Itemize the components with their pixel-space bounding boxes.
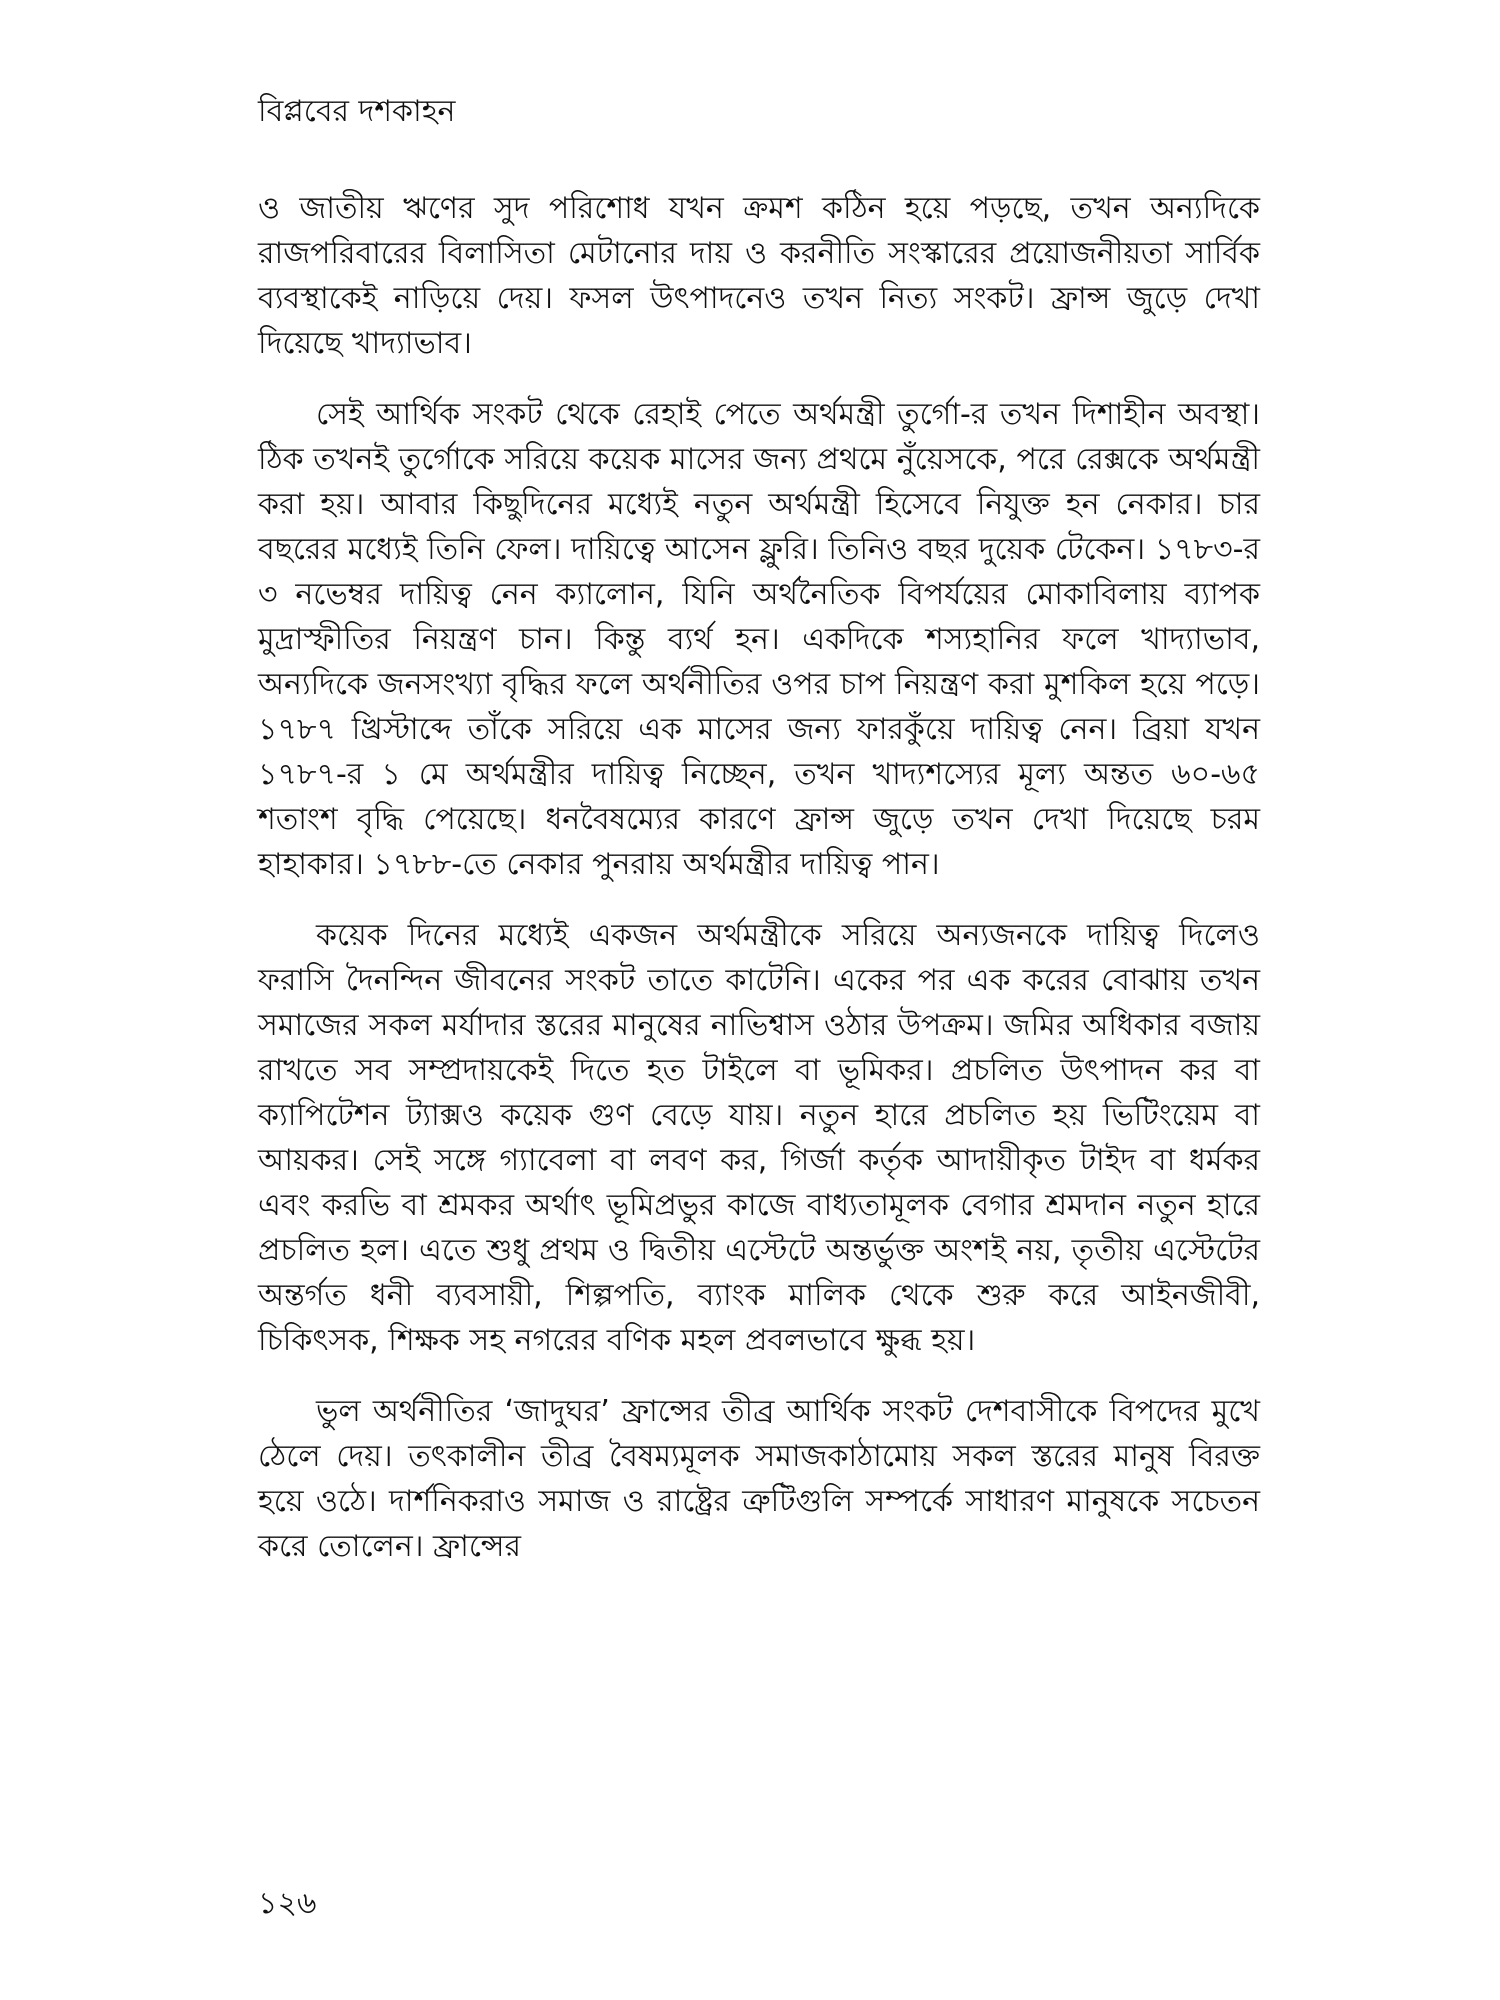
paragraph: ও জাতীয় ঋণের সুদ পরিশোধ যখন ক্রমশ কঠিন হয়ে পড়ছে, তখন অন্যদিকে রাজপরিবারের বিলাসিতা মেটানোর দায় ও করনীতি সংস্কারের প্রয়োজনীয়তা সার্বিক ব্যবস্থাকেই নাড়িয়ে দেয়। ফসল উৎপাদনেও তখন নিত্য সংকট। ফ্রান্স জুড়ে দেখা দিয়েছে খাদ্যাভাব।: [258, 191, 1260, 361]
paragraph: কয়েক দিনের মধ্যেই একজন অর্থমন্ত্রীকে সরিয়ে অন্যজনকে দায়িত্ব দিলেও ফরাসি দৈনন্দিন জীবনের সংকট তাতে কাটেনি। একের পর এক করের বোঝায় তখন সমাজের সকল মর্যাদার স্তরের মানুষের নাভিশ্বাস ওঠার উপক্রম। জমির অধিকার বজায় রাখতে সব সম্প্রদায়কেই দিতে হত টাইলে বা ভূমিকর। প্রচলিত উৎপাদন কর বা ক্যাপিটেশন ট্যাক্সও কয়েক গুণ বেড়ে যায়। নতুন হারে প্রচলিত হয় ভিটিংয়েম বা আয়কর। সেই সঙ্গে গ্যাবেলা বা লবণ কর, গির্জা কর্তৃক আদায়ীকৃত টাইদ বা ধর্মকর এবং করভি বা শ্রমকর অর্থাৎ ভূমিপ্রভুর কাজে বাধ্যতামূলক বেগার শ্রমদান নতুন হারে প্রচলিত হল। এতে শুধু প্রথম ও দ্বিতীয় এস্টেটে অন্তর্ভুক্ত অংশই নয়, তৃতীয় এস্টেটের অন্তর্গত ধনী ব্যবসায়ী, শিল্পপতি, ব্যাংক মালিক থেকে শুরু করে আইনজীবী, চিকিৎসক, শিক্ষক সহ নগরের বণিক মহল প্রবলভাবে ক্ষুব্ধ হয়।: [258, 918, 1260, 1358]
body-text: [258, 186, 1260, 1595]
paragraph: সেই আর্থিক সংকট থেকে রেহাই পেতে অর্থমন্ত্রী তুর্গো-র তখন দিশাহীন অবস্থা। ঠিক তখনই তুর্গোকে সরিয়ে কয়েক মাসের জন্য প্রথমে নুঁয়েসকে, পরে রেক্সকে অর্থমন্ত্রী করা হয়। আবার কিছুদিনের মধ্যেই নতুন অর্থমন্ত্রী হিসেবে নিযুক্ত হন নেকার। চার বছরের মধ্যেই তিনি ফেল। দায়িত্বে আসেন ফ্লুরি। তিনিও বছর দুয়েক টেকেন। ১৭৮৩-র ৩ নভেম্বর দায়িত্ব নেন ক্যালোন, যিনি অর্থনৈতিক বিপর্যয়ের মোকাবিলায় ব্যাপক মুদ্রাস্ফীতির নিয়ন্ত্রণ চান। কিন্তু ব্যর্থ হন। একদিকে শস্যহানির ফলে খাদ্যাভাব, অন্যদিকে জনসংখ্যা বৃদ্ধির ফলে অর্থনীতির ওপর চাপ নিয়ন্ত্রণ করা মুশকিল হয়ে পড়ে। ১৭৮৭ খ্রিস্টাব্দে তাঁকে সরিয়ে এক মাসের জন্য ফারকুঁয়ে দায়িত্ব নেন। ব্রিয়া যখন ১৭৮৭-র ১ মে অর্থমন্ত্রীর দায়িত্ব নিচ্ছেন, তখন খাদ্যশস্যের মূল্য অন্তত ৬০-৬৫ শতাংশ বৃদ্ধি পেয়েছে। ধনবৈষম্যের কারণে ফ্রান্স জুড়ে তখন দেখা দিয়েছে চরম হাহাকার। ১৭৮৮-তে নেকার পুনরায় অর্থমন্ত্রীর দায়িত্ব পান।: [258, 397, 1260, 882]
paragraph: ভুল অর্থনীতির ‘জাদুঘর’ ফ্রান্সের তীব্র আর্থিক সংকট দেশবাসীকে বিপদের মুখে ঠেলে দেয়। তৎকালীন তীব্র বৈষম্যমূলক সমাজকাঠামোয় সকল স্তরের মানুষ বিরক্ত হয়ে ওঠে। দার্শনিকরাও সমাজ ও রাষ্ট্রের ত্রুটিগুলি সম্পর্কে সাধারণ মানুষকে সচেতন করে তোলেন। ফ্রান্সের: [258, 1394, 1260, 1564]
running-header: বিপ্লবের দশকাহন: [258, 94, 456, 129]
page-number: ১২৬: [258, 1886, 317, 1921]
